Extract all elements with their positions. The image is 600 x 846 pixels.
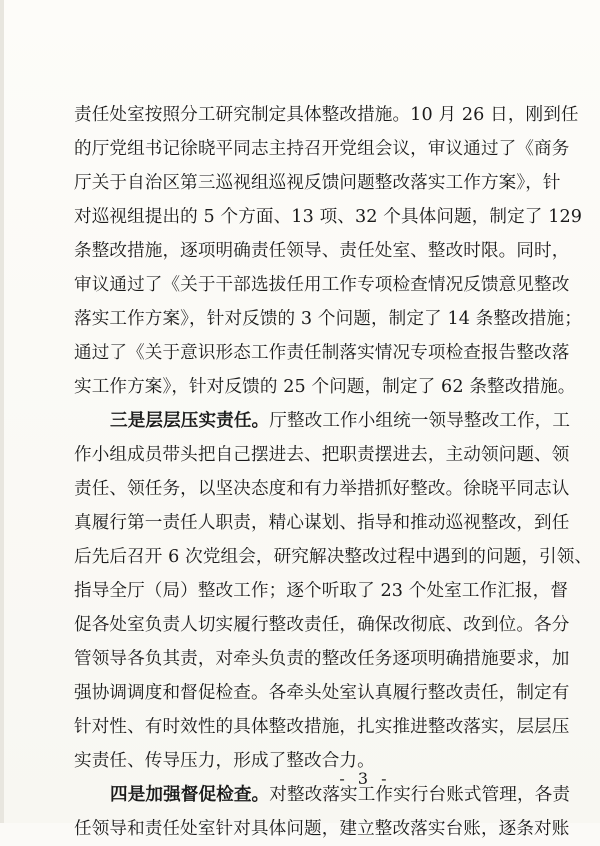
text-line: 落实工作方案》，针对反馈的 3 个问题，制定了 14 条整改措施； [74,309,582,329]
text-line: 责任处室按照分工研究制定具体整改措施。10 月 26 日，刚到任 [74,105,579,125]
text-line: 真履行第一责任人职责，精心谋划、指导和推动巡视整改，到任 [74,513,570,533]
text-line: 厅关于自治区第三巡视组巡视反馈问题整改落实工作方案》，针 [74,173,561,193]
text-line: 强协调调度和督促检查。各牵头处室认真履行整改责任，制定有 [74,683,570,703]
page-number: - 3 - [339,769,391,788]
text-run: 厅整改工作小组统一领导整改工作，工 [269,411,571,431]
scan-edge [0,0,4,823]
text-line: 后先后召开 6 次党组会，研究解决整改过程中遇到的问题，引领、 [74,547,593,567]
text-line: 管领导各负其责，对牵头负责的整改任务逐项明确措施要求，加 [74,649,570,669]
body-text [74,98,593,846]
text-line: 指导全厅（局）整改工作；逐个听取了 23 个处室工作汇报，督 [74,581,569,601]
text-line: 对巡视组提出的 5 个方面、13 项、32 个具体问题，制定了 129 [74,207,583,227]
text-line: 作小组成员带头把自己摆进去、把职责摆进去，主动领问题、领 [74,445,570,465]
text-line: 通过了《关于意识形态工作责任制落实情况专项检查报告整改落 [74,343,570,363]
text-run: 对整改落实工作实行台账式管理，各责 [269,785,571,805]
text-line: 任领导和责任处室针对具体问题，建立整改落实台账，逐条对账 [74,819,570,839]
text-line: 实责任、传导压力，形成了整改合力。 [74,751,375,771]
section-heading: 三是层层压实责任。 [110,410,270,431]
paragraph-first-line [74,404,571,438]
section-heading: 四是加强督促检查。 [110,784,270,805]
text-line: 实工作方案》，针对反馈的 25 个问题，制定了 62 条整改措施。 [74,377,576,397]
text-line: 审议通过了《关于干部选拔任用工作专项检查情况反馈意见整改 [74,275,570,295]
text-line: 针对性、有时效性的具体整改措施，扎实推进整改落实，层层压 [74,717,570,737]
text-line: 促各处室负责人切实履行整改责任，确保改彻底、改到位。各分 [74,615,570,635]
text-line: 条整改措施，逐项明确责任领导、责任处室、整改时限。同时， [74,241,570,261]
text-line: 的厅党组书记徐晓平同志主持召开党组会议，审议通过了《商务 [74,139,570,159]
text-line: 责任、领任务，以坚决态度和有力举措抓好整改。徐晓平同志认 [74,479,570,499]
